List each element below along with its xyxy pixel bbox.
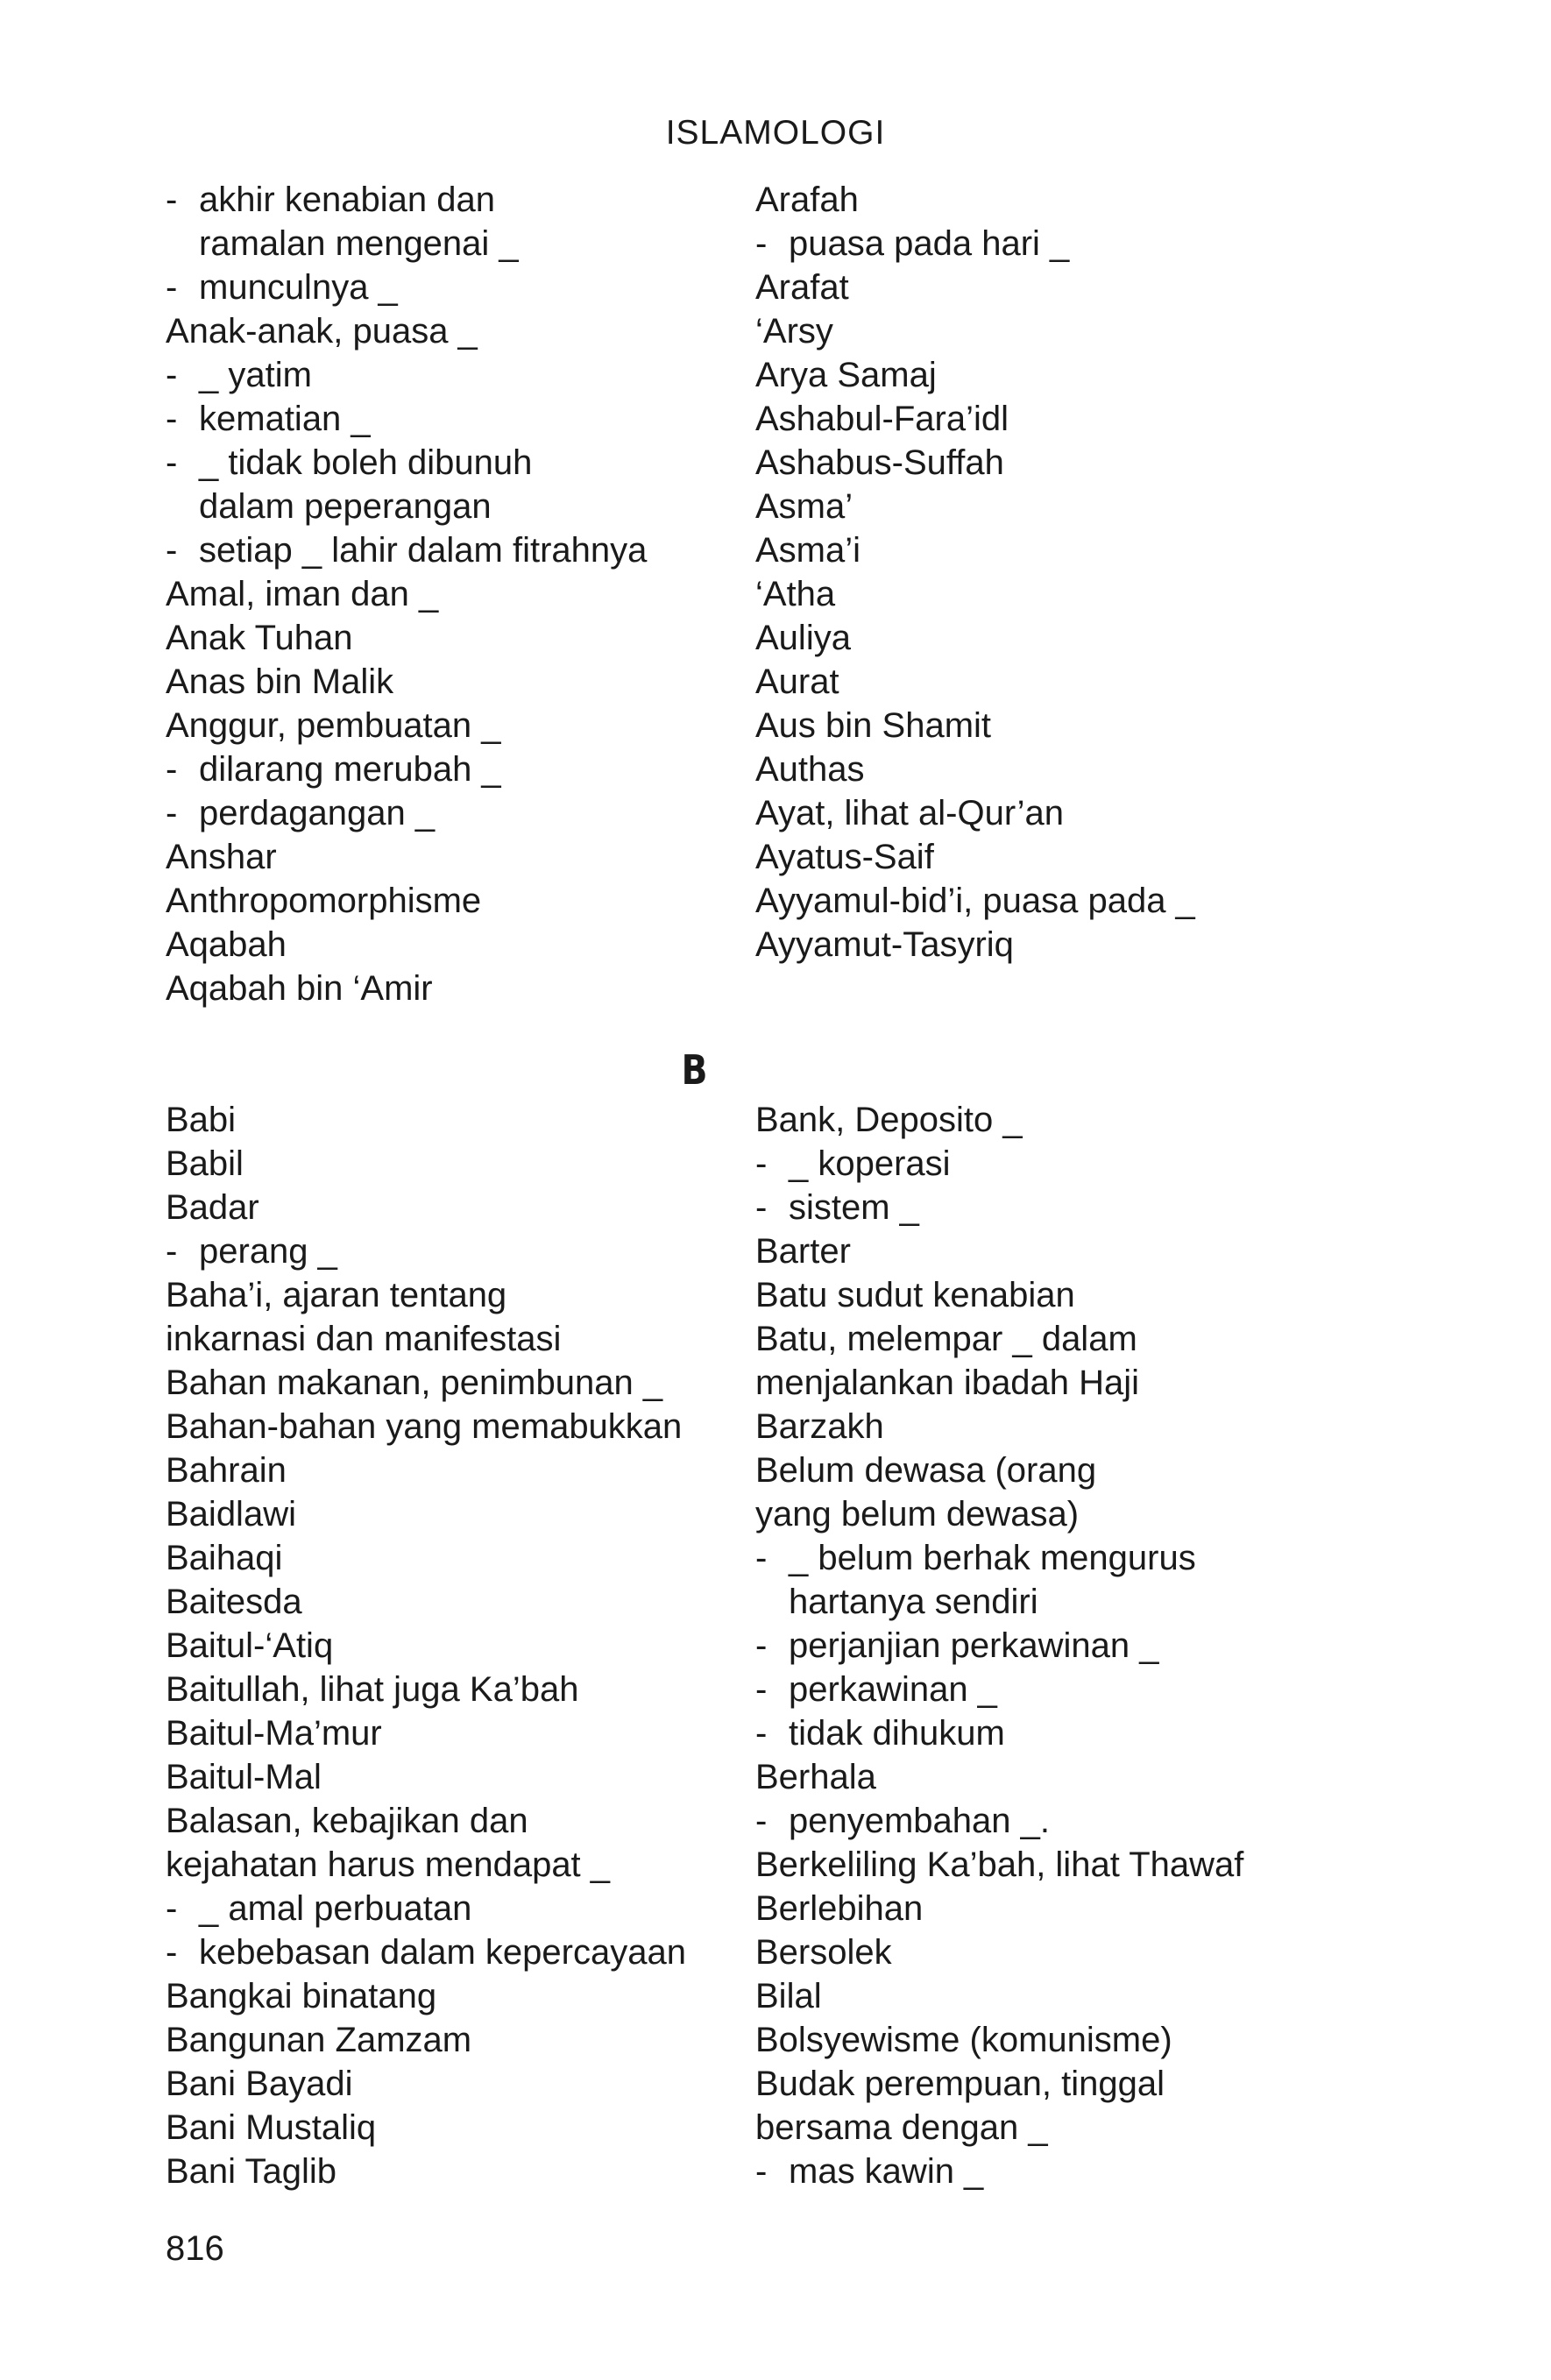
index-entry <box>755 1142 1243 1186</box>
subentry-dash: - <box>755 1188 768 1227</box>
index-entry <box>755 1273 1243 1317</box>
index-entry-text: Anak Tuhan <box>166 619 353 657</box>
index-entry <box>166 1229 686 1273</box>
index-entry-text: Anthropomorphisme <box>166 882 482 920</box>
index-entry <box>166 178 647 222</box>
index-entry <box>755 704 1195 747</box>
index-entry <box>166 1186 686 1229</box>
index-entry-text: tidak dihukum <box>789 1714 1005 1753</box>
index-entry <box>166 616 647 660</box>
subentry-dash: - <box>755 1714 768 1753</box>
index-entry-text: _ koperasi <box>789 1144 951 1183</box>
index-entry-text: inkarnasi dan manifestasi <box>166 1320 562 1358</box>
index-entry-text: mas kawin _ <box>789 2152 984 2191</box>
subentry-dash: - <box>166 1933 178 1972</box>
index-entry-text: Aqabah <box>166 925 287 964</box>
index-entry <box>755 1711 1243 1755</box>
index-entry-text: Balasan, kebajikan dan <box>166 1802 528 1840</box>
index-entry-text: Budak perempuan, tinggal <box>755 2065 1165 2103</box>
index-entry-text: sistem _ <box>789 1188 919 1227</box>
index-entry <box>755 2150 1243 2193</box>
index-entry-text: Amal, iman dan _ <box>166 575 439 613</box>
index-entry <box>755 1974 1243 2018</box>
index-entry-text: Baihaqi <box>166 1539 283 1577</box>
index-entry-text: Bangunan Zamzam <box>166 2021 472 2059</box>
index-entry <box>755 791 1195 835</box>
index-entry <box>755 1624 1243 1668</box>
index-entry-text: _ amal perbuatan <box>199 1889 472 1928</box>
index-entry <box>166 1580 686 1624</box>
index-entry-text: Bahrain <box>166 1451 287 1490</box>
index-entry-text: Asma’i <box>755 531 861 570</box>
index-entry <box>166 967 647 1010</box>
index-entry-text: Authas <box>755 750 865 789</box>
subentry-dash: - <box>755 1539 768 1577</box>
index-entry-text: Bangkai binatang <box>166 1977 437 2015</box>
index-entry <box>755 485 1195 528</box>
index-entry-text: Anshar <box>166 838 277 876</box>
index-entry <box>755 1492 1243 1536</box>
index-entry <box>166 528 647 572</box>
index-entry <box>166 1492 686 1536</box>
index-entry-text: perdagangan _ <box>199 794 436 832</box>
subentry-dash: - <box>755 1802 768 1840</box>
index-entry <box>755 441 1195 485</box>
subentry-dash: - <box>166 443 178 482</box>
index-entry <box>755 178 1195 222</box>
index-entry <box>166 2150 686 2193</box>
index-entry-text: Berhala <box>755 1758 876 1796</box>
index-entry-text: Baidlawi <box>166 1495 296 1534</box>
index-entry <box>755 660 1195 704</box>
index-entry <box>755 266 1195 309</box>
index-entry-text: Aus bin Shamit <box>755 706 992 745</box>
index-entry-text: Baitul-Mal <box>166 1758 322 1796</box>
index-entry <box>755 1930 1243 1974</box>
running-title: ISLAMOLOGI <box>665 114 886 152</box>
index-entry <box>166 309 647 353</box>
index-entry <box>166 660 647 704</box>
index-entry-text: Asma’ <box>755 487 853 526</box>
index-entry <box>166 1624 686 1668</box>
index-entry-text: Baha’i, ajaran tentang <box>166 1276 507 1314</box>
index-entry <box>755 1098 1243 1142</box>
subentry-dash: - <box>166 531 178 570</box>
index-entry <box>166 1536 686 1580</box>
index-entry-text: akhir kenabian dan <box>199 181 496 219</box>
index-entry <box>166 2106 686 2150</box>
subentry-dash: - <box>166 181 178 219</box>
subentry-dash: - <box>166 1889 178 1928</box>
index-entry-text: Ayyamul-bid’i, puasa pada _ <box>755 882 1195 920</box>
index-entry <box>755 835 1195 879</box>
index-entry <box>166 1755 686 1799</box>
subentry-dash: - <box>755 224 768 263</box>
index-entry <box>166 1098 686 1142</box>
index-entry-text: munculnya _ <box>199 268 398 307</box>
index-entry <box>755 1186 1243 1229</box>
index-entry-text: Ashabul-Fara’idl <box>755 400 1009 438</box>
index-entry-text: Baitul-‘Atiq <box>166 1626 334 1665</box>
subentry-dash: - <box>166 268 178 307</box>
index-entry-text: Auliya <box>755 619 851 657</box>
index-entry-text: Batu, melempar _ dalam <box>755 1320 1137 1358</box>
subentry-dash: - <box>166 1232 178 1271</box>
index-entry-text: penyembahan _. <box>789 1802 1051 1840</box>
index-entry-text: Ashabus-Suffah <box>755 443 1004 482</box>
index-entry-text: Berkeliling Ka’bah, lihat Thawaf <box>755 1845 1244 1884</box>
index-entry-text: Aurat <box>755 662 839 701</box>
index-entry <box>755 1405 1243 1449</box>
index-entry-text: perang _ <box>199 1232 337 1271</box>
index-entry-text: Babil <box>166 1144 244 1183</box>
index-entry <box>166 2018 686 2062</box>
index-entry-text: Bahan-bahan yang memabukkan <box>166 1407 683 1446</box>
index-entry-text: menjalankan ibadah Haji <box>755 1364 1140 1402</box>
index-entry-text: Anggur, pembuatan _ <box>166 706 501 745</box>
index-entry <box>755 309 1195 353</box>
index-entry <box>755 1536 1243 1580</box>
index-entry <box>755 616 1195 660</box>
index-entry <box>166 1449 686 1492</box>
index-entry <box>166 222 647 266</box>
index-entry <box>755 2106 1243 2150</box>
index-entry-text: Batu sudut kenabian <box>755 1276 1075 1314</box>
index-entry-text: bersama dengan _ <box>755 2108 1048 2147</box>
index-entry <box>166 835 647 879</box>
section-letter-b: B <box>681 1046 708 1094</box>
index-entry <box>166 1273 686 1317</box>
index-entry <box>755 1449 1243 1492</box>
index-entry <box>166 1361 686 1405</box>
index-entry <box>755 1887 1243 1930</box>
index-entry <box>166 485 647 528</box>
index-column-a-left <box>166 178 647 1010</box>
index-entry <box>755 222 1195 266</box>
index-entry-text: dalam peperangan <box>199 487 492 526</box>
index-entry <box>166 441 647 485</box>
index-entry-text: Bank, Deposito _ <box>755 1101 1023 1139</box>
index-entry <box>755 1755 1243 1799</box>
index-entry-text: _ belum berhak mengurus <box>789 1539 1196 1577</box>
index-entry-text: kejahatan harus mendapat _ <box>166 1845 611 1884</box>
page-number: 816 <box>166 2229 224 2268</box>
subentry-dash: - <box>755 1670 768 1709</box>
index-entry-text: Bani Taglib <box>166 2152 336 2191</box>
index-entry <box>166 879 647 923</box>
subentry-dash: - <box>166 794 178 832</box>
index-entry-text: yang belum dewasa) <box>755 1495 1080 1534</box>
index-entry-text: Baitul-Ma’mur <box>166 1714 382 1753</box>
index-entry <box>166 572 647 616</box>
index-entry <box>755 747 1195 791</box>
index-entry <box>166 1317 686 1361</box>
index-entry <box>166 2062 686 2106</box>
index-entry <box>755 353 1195 397</box>
index-entry-text: Bolsyewisme (komunisme) <box>755 2021 1172 2059</box>
index-column-a-right <box>755 178 1195 967</box>
index-entry <box>166 1142 686 1186</box>
index-entry-text: ‘Atha <box>755 575 836 613</box>
index-entry-text: kebebasan dalam kepercayaan <box>199 1933 686 1972</box>
index-entry-text: dilarang merubah _ <box>199 750 501 789</box>
index-entry <box>166 747 647 791</box>
index-entry-text: Baitesda <box>166 1583 302 1621</box>
index-entry <box>166 1711 686 1755</box>
index-entry-text: Berlebihan <box>755 1889 924 1928</box>
index-entry-text: Baitullah, lihat juga Ka’bah <box>166 1670 579 1709</box>
index-entry-text: Babi <box>166 1101 237 1139</box>
index-entry <box>166 1930 686 1974</box>
index-entry <box>755 1361 1243 1405</box>
index-column-b-right <box>755 1098 1243 2193</box>
index-entry <box>166 1405 686 1449</box>
index-entry <box>166 1668 686 1711</box>
index-entry-text: hartanya sendiri <box>789 1583 1038 1621</box>
index-entry-text: Aqabah bin ‘Amir <box>166 969 433 1008</box>
index-entry-text: Anak-anak, puasa _ <box>166 312 478 351</box>
index-entry-text: Arya Samaj <box>755 356 937 394</box>
index-entry <box>166 704 647 747</box>
index-entry-text: Badar <box>166 1188 259 1227</box>
subentry-dash: - <box>755 2152 768 2191</box>
index-entry <box>166 1974 686 2018</box>
index-entry-text: _ tidak boleh dibunuh <box>199 443 533 482</box>
index-entry <box>755 1799 1243 1843</box>
index-entry-text: ‘Arsy <box>755 312 833 351</box>
index-entry <box>755 397 1195 441</box>
subentry-dash: - <box>166 356 178 394</box>
index-entry-text: Anas bin Malik <box>166 662 394 701</box>
index-entry <box>755 1580 1243 1624</box>
index-entry-text: perjanjian perkawinan _ <box>789 1626 1159 1665</box>
subentry-dash: - <box>755 1144 768 1183</box>
index-entry-text: Barzakh <box>755 1407 884 1446</box>
index-entry <box>166 1887 686 1930</box>
index-entry-text: Barter <box>755 1232 851 1271</box>
subentry-dash: - <box>755 1626 768 1665</box>
index-entry <box>166 1799 686 1843</box>
index-entry <box>166 791 647 835</box>
index-entry-text: kematian _ <box>199 400 371 438</box>
index-entry <box>166 266 647 309</box>
index-entry <box>755 2062 1243 2106</box>
index-entry-text: perkawinan _ <box>789 1670 997 1709</box>
index-entry-text: Belum dewasa (orang <box>755 1451 1097 1490</box>
index-entry <box>166 397 647 441</box>
index-entry-text: Arafat <box>755 268 849 307</box>
index-entry-text: Bahan makanan, penimbunan _ <box>166 1364 663 1402</box>
index-entry <box>755 1229 1243 1273</box>
index-entry-text: ramalan mengenai _ <box>199 224 519 263</box>
index-entry-text: Bani Mustaliq <box>166 2108 377 2147</box>
index-entry-text: Bilal <box>755 1977 822 2015</box>
index-entry <box>755 1843 1243 1887</box>
index-entry <box>166 353 647 397</box>
index-entry <box>755 923 1195 967</box>
subentry-dash: - <box>166 400 178 438</box>
index-entry-text: Arafah <box>755 181 859 219</box>
subentry-dash: - <box>166 750 178 789</box>
index-entry <box>166 1843 686 1887</box>
index-entry <box>755 528 1195 572</box>
index-entry-text: setiap _ lahir dalam fitrahnya <box>199 531 648 570</box>
index-entry-text: Ayatus-Saif <box>755 838 934 876</box>
index-entry-text: _ yatim <box>199 356 312 394</box>
index-entry-text: Ayat, lihat al-Qur’an <box>755 794 1065 832</box>
index-entry-text: puasa pada hari _ <box>789 224 1070 263</box>
index-entry <box>166 923 647 967</box>
index-entry-text: Ayyamut-Tasyriq <box>755 925 1014 964</box>
index-column-b-left <box>166 1098 686 2193</box>
index-entry-text: Bani Bayadi <box>166 2065 353 2103</box>
index-entry <box>755 2018 1243 2062</box>
index-entry <box>755 1317 1243 1361</box>
index-entry <box>755 1668 1243 1711</box>
index-entry <box>755 879 1195 923</box>
index-entry-text: Bersolek <box>755 1933 892 1972</box>
index-entry <box>755 572 1195 616</box>
